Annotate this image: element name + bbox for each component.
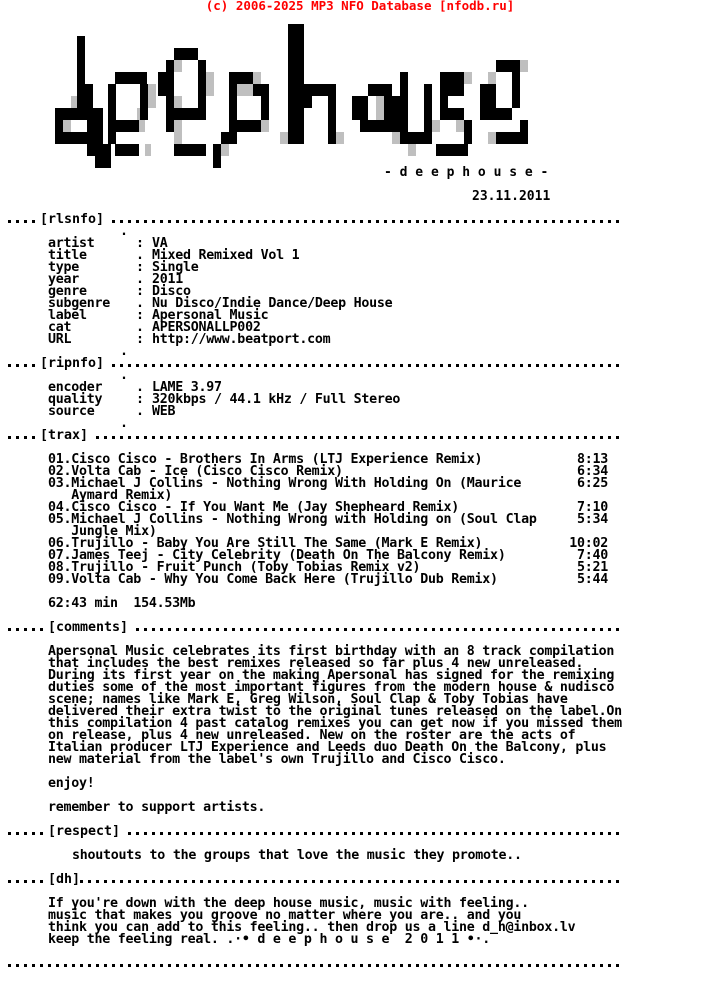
colon-dot: .: [120, 344, 128, 359]
support-text: remember to support artists.: [48, 800, 266, 815]
dh-line: music that makes you groove no matter where you are.. and you: [48, 908, 522, 923]
rip-row-quality: quality : 320kbps / 44.1 kHz / Full Stereo: [48, 392, 401, 407]
info-row-label: label : Apersonal Music: [48, 308, 269, 323]
release-date: 23.11.2011: [472, 189, 551, 204]
colon-dot: .: [120, 416, 128, 431]
info-row-cat: cat . APERSONALLP002: [48, 320, 261, 335]
total-size: 154.53Mb: [133, 596, 196, 611]
section-title: [dh]: [48, 872, 81, 887]
dh-line: keep the feeling real. .·• d e e p h o u s e 2 0 1 1 •·.: [48, 932, 491, 947]
comment-line: duties some of the most important figures from the modern house & nudisco: [48, 680, 615, 695]
nfodb-banner[interactable]: (c) 2006-2025 MP3 NFO Database [nfodb.ru]: [205, 0, 515, 13]
track-row: 03.Michael J Collins - Nothing Wrong With Holding On (Maurice 6:25: [48, 476, 608, 491]
track-row: 02.Volta Cab - Ice (Cisco Cisco Remix) 6:34: [48, 464, 608, 479]
logo-tagline: - d e e p h o u s e -: [384, 165, 549, 180]
info-row-artist: artist : VA: [48, 236, 168, 251]
info-row-url[interactable]: URL : http://www.beatport.com: [48, 332, 331, 347]
track-row-continued: Jungle Mix): [48, 524, 157, 539]
total-length: 62:43 min: [48, 596, 118, 611]
info-row-title: title . Mixed Remixed Vol 1: [48, 248, 300, 263]
dh-line: If you're down with the deep house music, music with feeling..: [48, 896, 529, 911]
track-row: 04.Cisco Cisco - If You Want Me (Jay Shepheard Remix) 7:10: [48, 500, 608, 515]
comment-line: Apersonal Music celebrates its first birthday with an 8 track compilation: [48, 644, 615, 659]
url-link[interactable]: http://www.beatport.com: [152, 332, 331, 347]
rip-row-encoder: encoder . LAME 3.97: [48, 380, 222, 395]
respect-text: shoutouts to the groups that love the music they promote..: [72, 848, 522, 863]
dh-line: think you can add to this feeling.. then drop us a line d_h@inbox.lv: [48, 920, 576, 935]
section-title: [trax]: [40, 428, 89, 443]
track-row: 05.Michael J Collins - Nothing Wrong with Holding on (Soul Clap 5:34: [48, 512, 608, 527]
deephouse-logo: [0, 0, 720, 190]
track-row: 07.James Teej - City Celebrity (Death On The Balcony Remix) 7:40: [48, 548, 608, 563]
info-row-genre: genre : Disco: [48, 284, 191, 299]
track-row: 01.Cisco Cisco - Brothers In Arms (LTJ Experience Remix) 8:13: [48, 452, 608, 467]
track-row: 09.Volta Cab - Why You Come Back Here (Trujillo Dub Remix) 5:44: [48, 572, 608, 587]
comment-line: Italian producer LTJ Experience and Leeds duo Death On the Balcony, plus: [48, 740, 607, 755]
section-title: [respect]: [48, 824, 121, 839]
colon-dot: .: [120, 224, 128, 239]
enjoy-text: enjoy!: [48, 776, 95, 791]
comment-line: scene; names like Mark E, Greg Wilson, Soul Clap & Toby Tobias have: [48, 692, 568, 707]
comment-line: During its first year on the making Apersonal has signed for the remixing: [48, 668, 615, 683]
info-row-subgenre: subgenre . Nu Disco/Indie Dance/Deep House: [48, 296, 393, 311]
comment-line: new material from the label's own Trujillo and Cisco Cisco.: [48, 752, 506, 767]
comment-line: on release, plus 4 new unreleased. New on the roster are the acts of: [48, 728, 576, 743]
section-title: [rlsnfo]: [40, 212, 105, 227]
rip-row-source: source . WEB: [48, 404, 176, 419]
totals: [48, 598, 195, 610]
section-title: [comments]: [48, 620, 129, 635]
comment-line: delivered their extra twist to the original tunes released on the label.On: [48, 704, 622, 719]
section-title: [ripnfo]: [40, 356, 105, 371]
track-row: 06.Trujillo - Baby You Are Still The Same (Mark E Remix) 10:02: [48, 536, 608, 551]
comment-line: this compilation 4 past catalog remixes you can get now if you missed them: [48, 716, 622, 731]
track-row: 08.Trujillo - Fruit Punch (Toby Tobias Remix v2) 5:21: [48, 560, 608, 575]
colon-dot: .: [120, 368, 128, 383]
comment-line: that includes the best remixes released so far plus 4 new unreleased.: [48, 656, 584, 671]
info-row-year: year . 2011: [48, 272, 184, 287]
track-row-continued: Aymard Remix): [48, 488, 173, 503]
info-row-type: type : Single: [48, 260, 199, 275]
